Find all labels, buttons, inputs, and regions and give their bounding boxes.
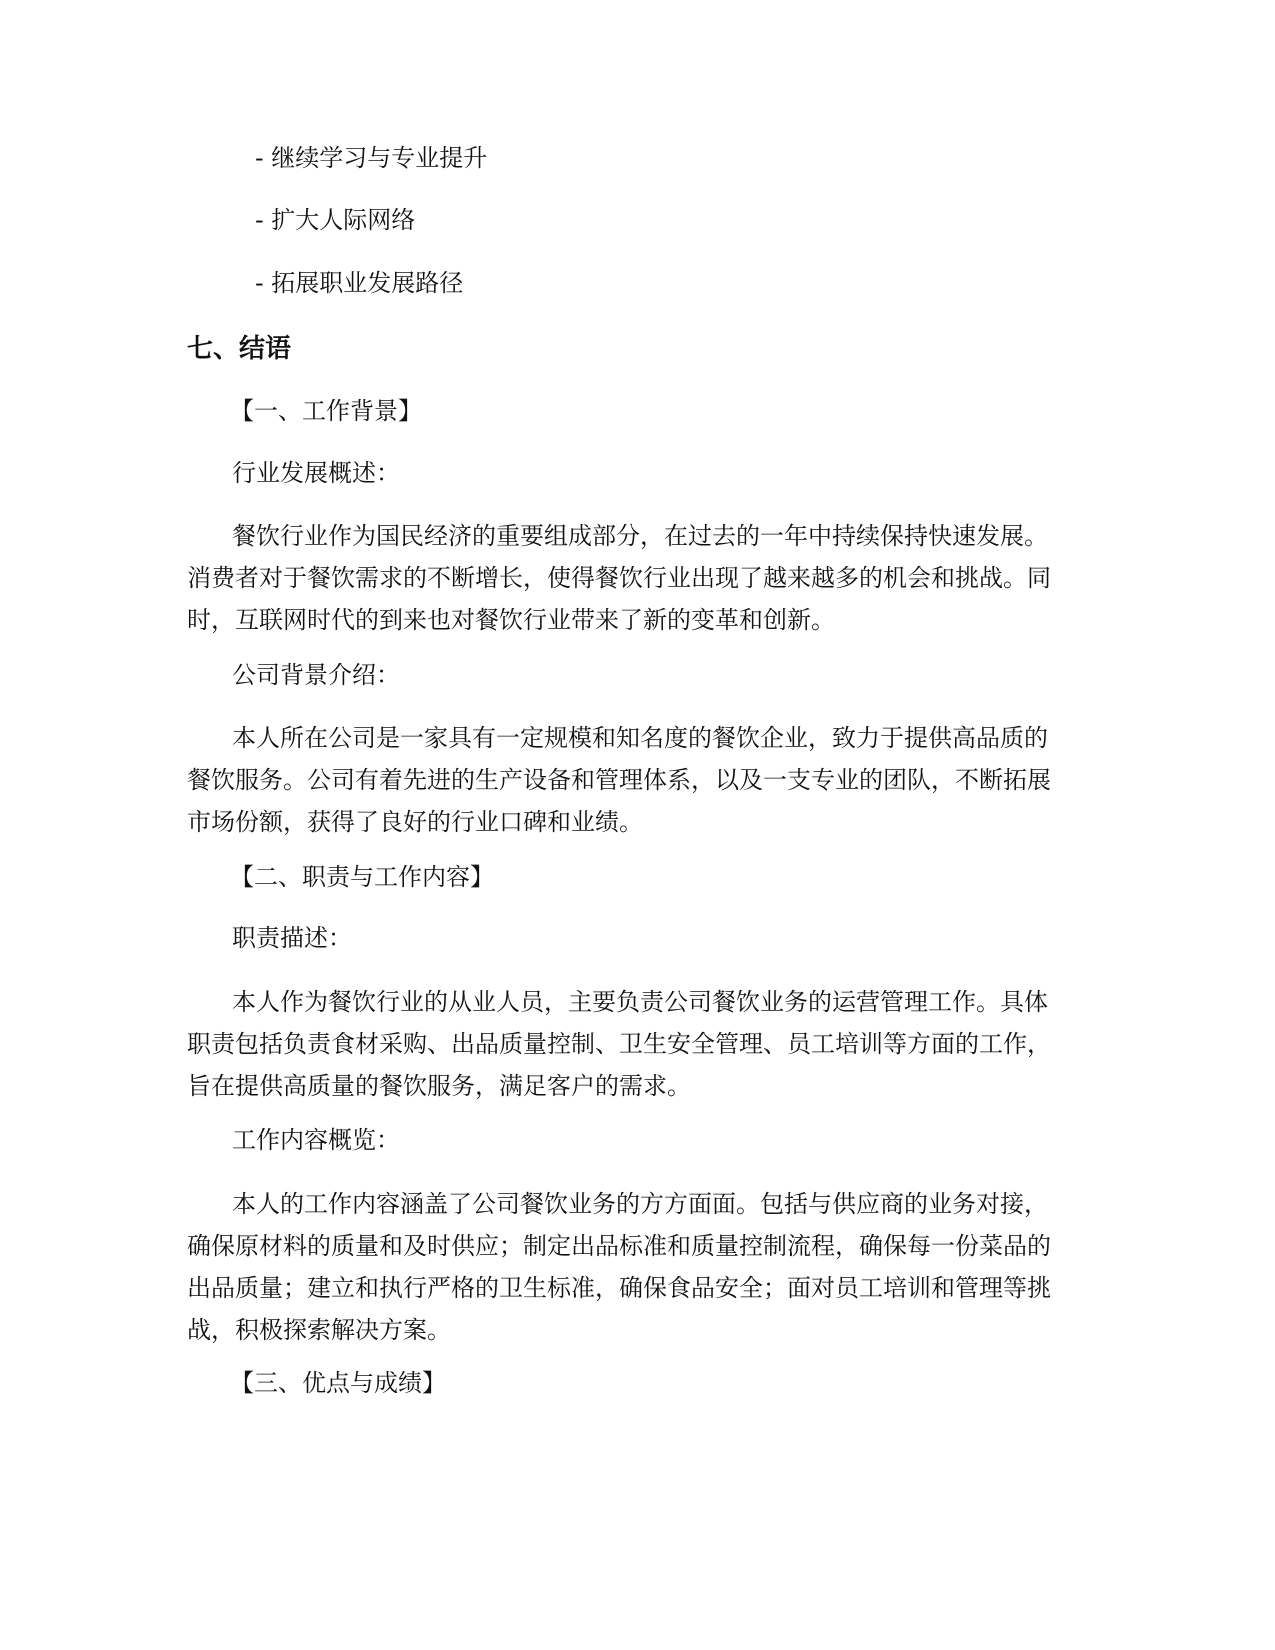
- paragraph-line: 本人所在公司是一家具有一定规模和知名度的餐饮企业，致力于提供高品质的: [232, 724, 1048, 752]
- section-heading-conclusion: 七、结语: [187, 334, 292, 364]
- paragraph-line: 确保原材料的质量和及时供应；制定出品标准和质量控制流程，确保每一份菜品的: [187, 1232, 1051, 1260]
- paragraph-line: 本人作为餐饮行业的从业人员，主要负责公司餐饮业务的运营管理工作。具体: [232, 988, 1048, 1016]
- paragraph-work-overview: [187, 1183, 1087, 1351]
- subsection-work-background: 【一、工作背景】: [230, 397, 422, 425]
- paragraph-line: 职责包括负责食材采购、出品质量控制、卫生安全管理、员工培训等方面的工作，: [187, 1030, 1051, 1058]
- paragraph-line: 战，积极探索解决方案。: [187, 1316, 451, 1344]
- paragraph-line: 餐饮服务。公司有着先进的生产设备和管理体系，以及一支专业的团队，不断拓展: [187, 766, 1051, 794]
- paragraph-line: 本人的工作内容涵盖了公司餐饮业务的方方面面。包括与供应商的业务对接，: [232, 1190, 1048, 1218]
- label-industry-overview: 行业发展概述：: [232, 459, 400, 487]
- paragraph-company-background: [187, 717, 1087, 843]
- paragraph-line: 餐饮行业作为国民经济的重要组成部分，在过去的一年中持续保持快速发展。: [232, 522, 1048, 550]
- bullet-continue-learning: - 继续学习与专业提升: [255, 144, 488, 172]
- paragraph-industry-overview: [187, 515, 1087, 641]
- paragraph-line: 出品质量；建立和执行严格的卫生标准，确保食品安全；面对员工培训和管理等挑: [187, 1274, 1051, 1302]
- paragraph-line: 消费者对于餐饮需求的不断增长，使得餐饮行业出现了越来越多的机会和挑战。同: [187, 564, 1051, 592]
- label-company-background: 公司背景介绍：: [232, 661, 400, 689]
- subsection-duties-work: 【二、职责与工作内容】: [230, 863, 494, 891]
- label-duty-description: 职责描述：: [232, 924, 352, 952]
- bullet-expand-network: - 扩大人际网络: [255, 206, 416, 234]
- paragraph-line: 旨在提供高质量的餐饮服务，满足客户的需求。: [187, 1072, 691, 1100]
- paragraph-duty-description: [187, 981, 1087, 1107]
- paragraph-line: 时，互联网时代的到来也对餐饮行业带来了新的变革和创新。: [187, 606, 835, 634]
- label-work-overview: 工作内容概览：: [232, 1126, 400, 1154]
- paragraph-line: 市场份额，获得了良好的行业口碑和业绩。: [187, 808, 643, 836]
- subsection-strengths-achievements: 【三、优点与成绩】: [230, 1369, 446, 1397]
- bullet-career-path: - 拓展职业发展路径: [255, 269, 464, 297]
